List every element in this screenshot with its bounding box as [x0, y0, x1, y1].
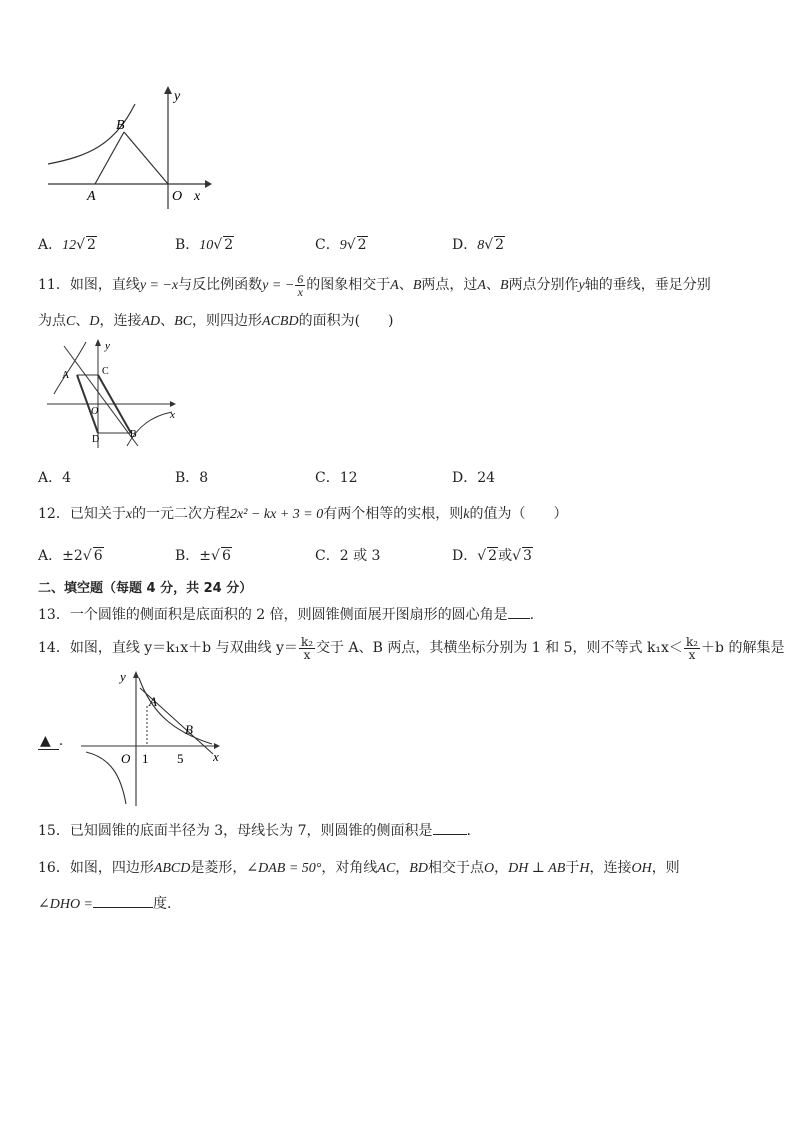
q14-text: 14．如图，直线 y＝k₁x＋b 与双曲线 y＝ $\frac{\text{k₂}}{x}$ 交于 A、B 两点，其横坐标分别为 1 和 5，则不等式 k₁x＜ $\frac{\text{k₂}}{x}$ ＋b 的解集是 — [38, 634, 785, 662]
fig14-label-o: O — [121, 751, 131, 766]
q12-option-b[interactable]: B．±√ 6 — [175, 548, 231, 564]
q14-fraction-2: $\frac{\text{k₂}}{x}$ — [685, 634, 699, 662]
q11-option-c[interactable]: C．12 — [315, 470, 358, 486]
q11-figure — [42, 336, 187, 451]
q15-text: 15．已知圆锥的底面半径为 3，母线长为 7，则圆锥的侧面积是 . — [38, 820, 471, 840]
q14-fraction-1: $\frac{\text{k₂}}{x}$ — [300, 634, 314, 662]
fig14-label-y: y — [120, 669, 126, 684]
fig11-label-b: B — [130, 429, 137, 440]
q15-answer-blank[interactable] — [433, 820, 467, 835]
q11-option-d[interactable]: D．24 — [452, 470, 496, 486]
q11-line2: 为点C、D，连接AD、BC，则四边形ACBD的面积为( ) — [38, 313, 394, 329]
q13-answer-blank[interactable] — [508, 604, 530, 619]
fig11-label-a: A — [62, 370, 70, 381]
q11-options — [38, 467, 758, 487]
q16-line1: 16．如图，四边形ABCD是菱形，∠DAB = 50°，对角线AC，BD相交于点O，DH ⊥ AB于H，连接OH，则 — [38, 860, 680, 876]
fig11-label-y: y — [105, 340, 110, 352]
fig10-label-b: B — [116, 118, 125, 133]
section-heading: 二、填空题（每题 4 分，共 24 分） — [38, 581, 253, 596]
q12-option-c[interactable]: C．2 或 3 — [315, 548, 381, 564]
fig11-label-x: x — [170, 409, 175, 421]
fig14-label-5: 5 — [177, 751, 184, 766]
fig10-label-y: y — [174, 89, 181, 104]
q14-answer[interactable]: ▲ . — [40, 733, 64, 749]
fig10-label-x: x — [194, 189, 201, 204]
q14-figure — [76, 666, 226, 808]
q12-options — [38, 545, 758, 567]
q12-text: 12．已知关于x的一元二次方程2x² − kx + 3 = 0有两个相等的实根，则k的值为（ ） — [38, 506, 568, 522]
q13-text: 13．一个圆锥的侧面积是底面积的 2 倍，则圆锥侧面展开图扇形的圆心角是 . — [38, 604, 534, 624]
q10-figure — [40, 84, 220, 214]
q11-line1: 11．如图，直线y = −x与反比例函数y = − $\frac{6}{x}$ 的图象相交于A、B两点，过A、B两点分别作y轴的垂线，垂足分别 — [38, 271, 711, 299]
q10-option-d[interactable]: D．8√ 2 — [452, 237, 505, 253]
q11-option-a[interactable]: A．4 — [38, 470, 72, 486]
fig14-label-a: A — [149, 694, 157, 709]
fig11-label-c: C — [102, 366, 109, 377]
q16-line2: ∠DHO = 度. — [38, 893, 171, 915]
fig14-label-1: 1 — [142, 751, 149, 766]
fig11-label-d: D — [92, 434, 100, 445]
q12-option-a[interactable]: A．±2√ 6 — [38, 548, 103, 564]
q16-answer-blank[interactable] — [93, 893, 153, 908]
fig10-label-a: A — [87, 189, 96, 204]
fig14-label-x: x — [213, 749, 219, 764]
q10-option-a[interactable]: A．12√ 2 — [38, 237, 96, 253]
q12-option-d[interactable]: D．√ 2或√ 3 — [452, 548, 532, 564]
q11-fraction: $\frac{6}{x}$ — [297, 271, 304, 299]
fig10-label-o: O — [172, 189, 183, 204]
fig11-label-o: O — [91, 406, 99, 417]
q10-options — [38, 234, 758, 256]
q11-option-b[interactable]: B．8 — [175, 470, 209, 486]
fig14-label-b: B — [185, 722, 193, 737]
q10-option-b[interactable]: B．10√ 2 — [175, 237, 234, 253]
q14-answer-blank: ▲ — [38, 733, 59, 750]
q10-option-c[interactable]: C．9√ 2 — [315, 237, 367, 253]
